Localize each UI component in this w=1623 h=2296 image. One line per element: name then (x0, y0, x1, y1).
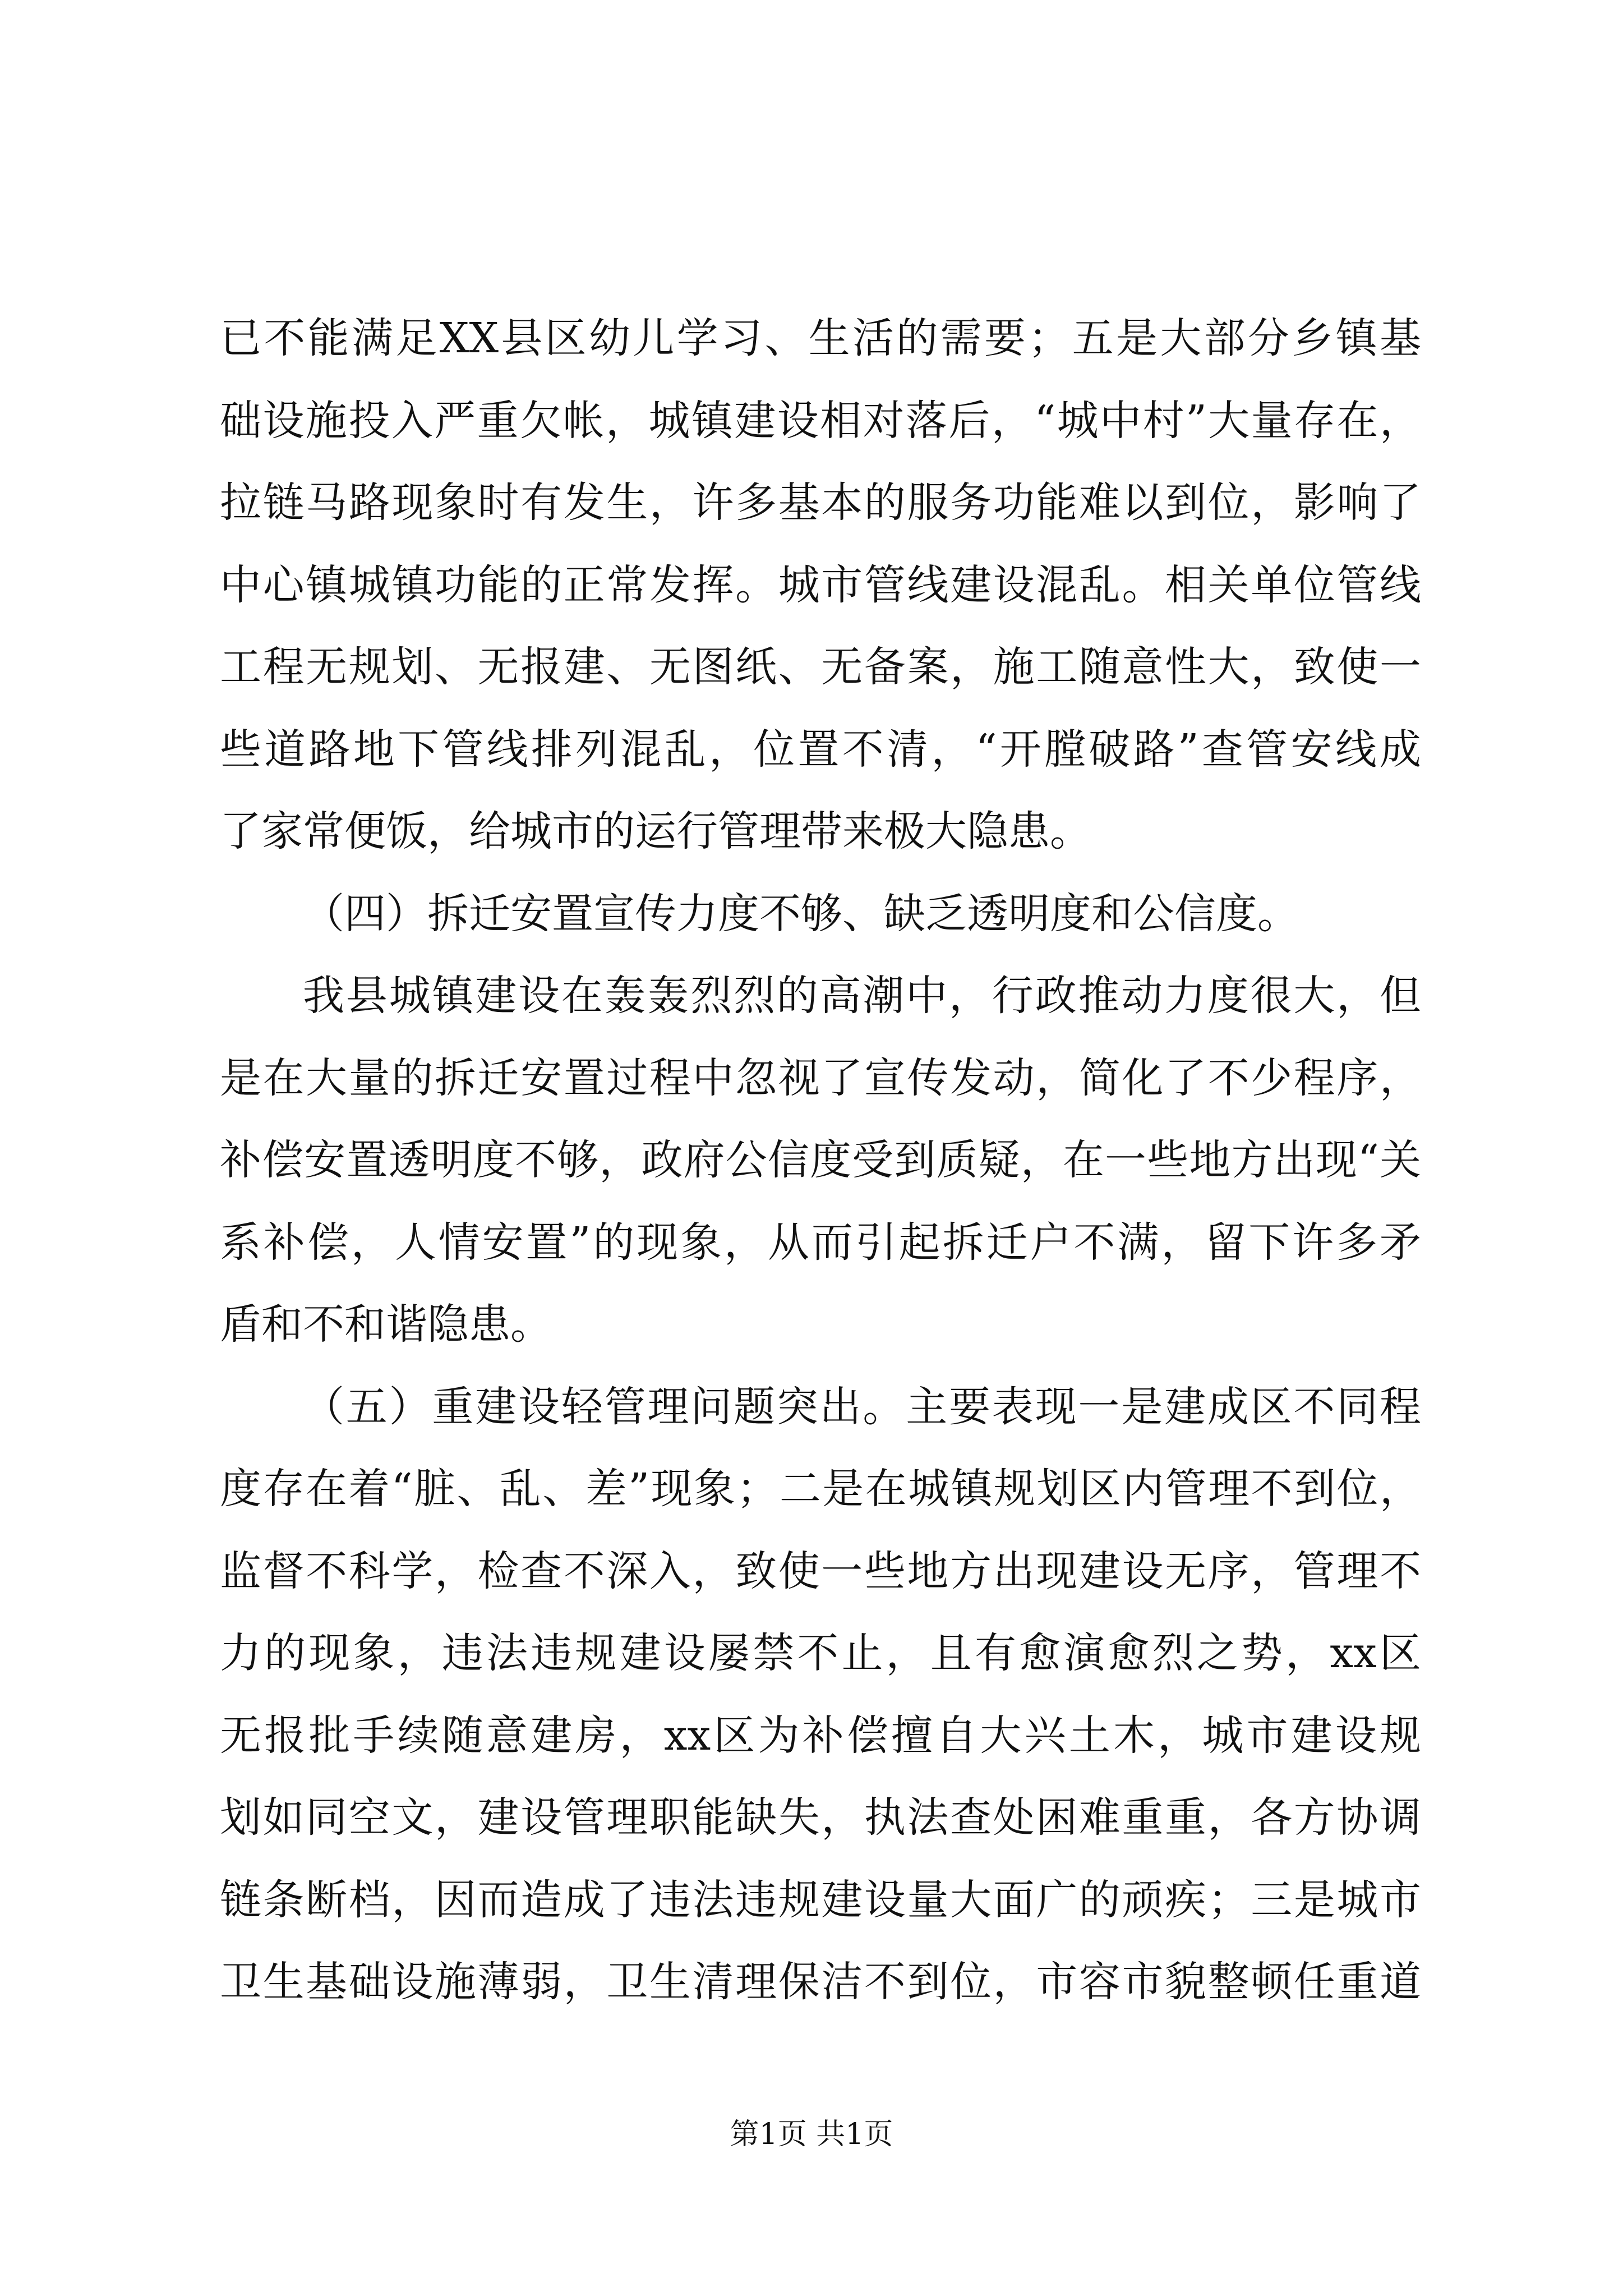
text-line: 了家常便饭，给城市的运行管理带来极大隐患。 (220, 807, 1091, 855)
text-line: 盾和不和谐隐患。 (220, 1300, 552, 1349)
text-line: 度存在着“脏、乱、差”现象；二是在城镇规划区内管理不到位， (220, 1465, 1421, 1513)
page-footer: 第1页 共1页 (730, 2118, 893, 2151)
text-line: 监督不科学，检查不深入，致使一些地方出现建设无序，管理不 (220, 1547, 1421, 1595)
text-line: （五）重建设轻管理问题突出。主要表现一是建成区不同程 (303, 1382, 1421, 1431)
text-line: 卫生基础设施薄弱，卫生清理保洁不到位，市容市貌整顿任重道 (220, 1958, 1421, 2006)
text-line: （四）拆迁安置宣传力度不够、缺乏透明度和公信度。 (303, 889, 1299, 938)
text-line: 础设施投入严重欠帐，城镇建设相对落后，“城中村”大量存在， (220, 396, 1421, 445)
text-line: 划如同空文，建设管理职能缺失，执法查处困难重重，各方协调 (220, 1793, 1421, 1842)
text-line: 中心镇城镇功能的正常发挥。城市管线建设混乱。相关单位管线 (220, 560, 1421, 609)
text-line: 无报批手续随意建房，xx区为补偿擅自大兴土木，城市建设规 (220, 1711, 1421, 1760)
text-line: 我县城镇建设在轰轰烈烈的高潮中，行政推动力度很大，但 (303, 972, 1421, 1020)
text-line: 力的现象，违法违规建设屡禁不止，且有愈演愈烈之势，xx区 (220, 1629, 1421, 1677)
body-text (220, 297, 1421, 2023)
text-line: 链条断档，因而造成了违法违规建设量大面广的顽疾；三是城市 (220, 1875, 1421, 1924)
text-line: 拉链马路现象时有发生，许多基本的服务功能难以到位，影响了 (220, 478, 1421, 527)
text-line: 是在大量的拆迁安置过程中忽视了宣传发动，简化了不少程序， (220, 1053, 1421, 1102)
text-line: 补偿安置透明度不够，政府公信度受到质疑，在一些地方出现“关 (220, 1136, 1421, 1184)
text-line: 已不能满足XX县区幼儿学习、生活的需要；五是大部分乡镇基 (220, 314, 1421, 362)
text-line: 系补偿，人情安置”的现象，从而引起拆迁户不满，留下许多矛 (220, 1218, 1421, 1267)
text-line: 些道路地下管线排列混乱，位置不清，“开膛破路”查管安线成 (220, 725, 1421, 774)
text-line: 工程无规划、无报建、无图纸、无备案，施工随意性大，致使一 (220, 643, 1421, 691)
